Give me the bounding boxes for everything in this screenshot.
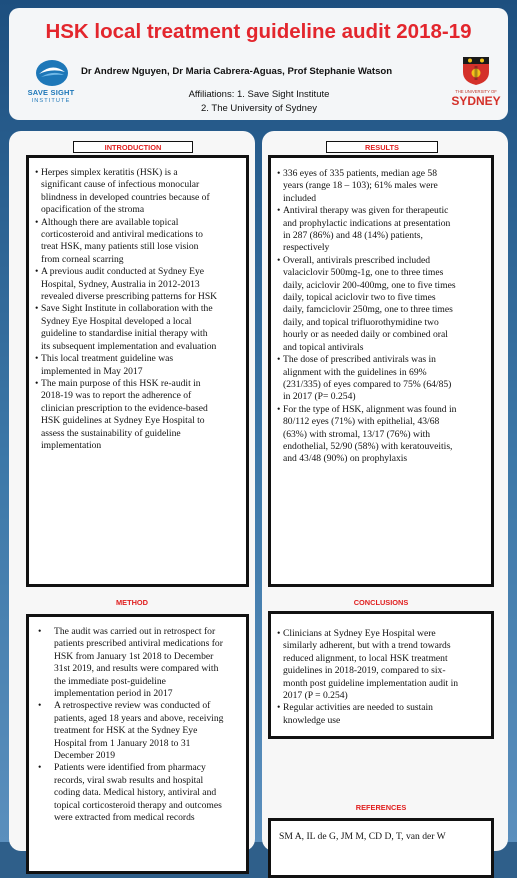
bullet-line: clinician prescription to the evidence-based [41, 402, 208, 414]
bullet-line: similarly adherent, but with a trend towards [283, 640, 451, 652]
results-bullet [277, 404, 491, 466]
references-box [268, 818, 494, 878]
bullet-line: the immediate post-guideline [54, 675, 166, 687]
bullet-line: included [283, 192, 317, 204]
bullet-line: treatment for HSK at the Sydney Eye [54, 725, 198, 737]
bullet-line: years (range 18 – 103); 61% males were [283, 180, 438, 192]
bullet-line: were extracted from medical records [54, 812, 195, 824]
affiliation-line-2: 2. The University of Sydney [201, 103, 317, 114]
bullet-line: daily, aciclovir 200-400mg, one to five times [283, 279, 456, 291]
bullet-line: patients, aged 18 years and above, receiving [54, 712, 224, 724]
bullet-line: and topical antivirals [283, 341, 364, 353]
bullet-line: The dose of prescribed antivirals was in [283, 354, 436, 366]
reference-text: SM A, IL de G, JM M, CD D, T, van der W [279, 831, 446, 842]
introduction-bullet [35, 303, 246, 353]
bullet-line: opacification of the stroma [41, 204, 145, 216]
bullet-line: implementation period in 2017 [54, 688, 173, 700]
bullet-line: daily, and topical trifluorothymidine two [283, 316, 439, 328]
results-list [277, 168, 491, 466]
introduction-bullet [35, 217, 246, 267]
poster-title: HSK local treatment guideline audit 2018-19 [45, 20, 472, 43]
bullet-line: daily, topical aciclovir two to five times [283, 292, 436, 304]
bullet-line: 80/112 eyes (71%) with epithelial, 43/68 [283, 416, 440, 428]
results-bullet [277, 255, 491, 354]
eye-icon [35, 58, 69, 88]
bullet-line: month post guideline implementation audit in [283, 677, 459, 689]
introduction-list [35, 167, 246, 452]
introduction-bullet [35, 266, 246, 303]
save-sight-institute-logo [21, 58, 81, 114]
bullet-line: in 287 (86%) and 48 (14%) patients, [283, 230, 423, 242]
bullet-line: Hospital, Sydney, Australia in 2012-2013 [41, 278, 200, 290]
bullet-line: knowledge use [283, 714, 341, 726]
introduction-bullet [35, 353, 246, 378]
conclusions-box [268, 611, 494, 739]
affiliation-line-1: Affiliations: 1. Save Sight Institute [188, 89, 330, 100]
bullet-line: guideline to standardise initial therapy with [41, 328, 208, 340]
bullet-line: and prophylactic indications at presentation [283, 217, 451, 229]
method-list [38, 626, 246, 825]
right-column [262, 131, 508, 851]
results-bullet [277, 168, 491, 205]
method-heading: METHOD [115, 598, 149, 607]
logo-right-name: SYDNEY [451, 94, 501, 108]
introduction-bullet [35, 378, 246, 452]
method-bullet [38, 762, 246, 824]
bullet-line: guidelines in 2018-2019, compared to six- [283, 665, 446, 677]
bullet-line: implementation [41, 439, 102, 451]
bullet-line: December 2019 [54, 750, 116, 762]
bullet-line: blindness in developed countries because of [41, 191, 210, 203]
introduction-bullet [35, 167, 246, 217]
bullet-line: records, viral swab results and hospital [54, 774, 204, 786]
bullet-line: revealed diverse prescribing patterns for HSK [41, 291, 218, 303]
logo-right-small: THE UNIVERSITY OF [455, 89, 497, 94]
bullet-line: A previous audit conducted at Sydney Eye [41, 266, 205, 278]
results-heading: RESULTS [326, 141, 438, 153]
bullet-line: implemented in May 2017 [41, 365, 143, 377]
results-bullet [277, 205, 491, 255]
bullet-line: and 43/48 (90%) on prophylaxis [283, 453, 408, 465]
bullet-line: coding data. Medical history, antiviral and [54, 787, 217, 799]
bullet-line: 31st 2019, and results were compared with [54, 663, 219, 675]
bullet-line: hourly or as needed daily or combined oral [283, 329, 448, 341]
bullet-line: Although there are available topical [41, 216, 179, 228]
bullet-line: Save Sight Institute in collaboration with the [41, 303, 213, 315]
bullet-line: Regular activities are needed to sustain [283, 702, 433, 714]
bullet-line: significant cause of infectious monocular [41, 179, 200, 191]
bullet-line: This local treatment guideline was [41, 353, 174, 365]
bullet-line: Patients were identified from pharmacy [54, 762, 206, 774]
university-of-sydney-logo [450, 56, 502, 116]
bullet-line: respectively [283, 242, 330, 254]
bullet-line: its subsequent implementation and evaluation [41, 340, 217, 352]
bullet-line: Sydney Eye Hospital developed a local [41, 315, 192, 327]
bullet-line: patients prescribed antiviral medications for [54, 638, 223, 650]
bullet-line: HSK from January 1st 2018 to December [54, 650, 214, 662]
bullet-line: The main purpose of this HSK re-audit in [41, 377, 201, 389]
introduction-heading: INTRODUCTION [73, 141, 193, 153]
author-list: Dr Andrew Nguyen, Dr Maria Cabrera-Aguas, Prof Stephanie Watson [81, 66, 393, 77]
method-bullet [38, 626, 246, 700]
bullet-line: in 2017 (P= 0.254) [283, 391, 356, 403]
bullet-line: (231/335) of eyes compared to 75% (64/85) [283, 378, 452, 390]
bullet-line: daily, famciclovir 250mg, one to three times [283, 304, 453, 316]
method-box [26, 614, 249, 874]
results-box [268, 155, 494, 587]
bullet-line: HSK guidelines at Sydney Eye Hospital to [41, 415, 205, 427]
bullet-line: Herpes simplex keratitis (HSK) is a [41, 167, 178, 178]
bullet-line: Antiviral therapy was given for therapeutic [283, 205, 449, 217]
bullet-line: reduced alignment, to local HSK treatment [283, 652, 448, 664]
poster-header [9, 8, 508, 120]
bullet-line: Hospital from 1 January 2018 to 31 [54, 737, 191, 749]
bullet-line: valaciclovir 500mg-1g, one to three times [283, 267, 444, 279]
bullet-line: from corneal scarring [41, 253, 124, 265]
bullet-line: topical corticosteroid therapy and outcomes [54, 799, 222, 811]
left-column [9, 131, 255, 851]
bullet-line: The audit was carried out in retrospect for [54, 626, 216, 637]
bullet-line: corticosteroid and antiviral medications to [41, 229, 203, 241]
conclusions-bullet [277, 628, 491, 702]
references-heading: REFERENCES [355, 803, 407, 812]
conclusions-list [277, 628, 491, 727]
bullet-line: A retrospective review was conducted of [54, 700, 211, 712]
logo-left-sub: INSTITUTE [31, 98, 71, 104]
introduction-box [26, 155, 249, 587]
results-bullet [277, 354, 491, 404]
crest-icon [462, 56, 490, 86]
bullet-line: 2017 (P = 0.254) [283, 690, 348, 702]
conclusions-heading: CONCLUSIONS [353, 598, 409, 607]
bullet-line: (63%) with stromal, 13/17 (76%) with [283, 428, 431, 440]
bullet-line: 2018-19 was to report the adherence of [41, 390, 192, 402]
bullet-line: Overall, antivirals prescribed included [283, 254, 431, 266]
bullet-line: assess the sustainability of guideline [41, 427, 181, 439]
bullet-line: For the type of HSK, alignment was found in [283, 403, 457, 415]
bullet-line: endothelial, 52/90 (58%) with keratouveitis, [283, 440, 453, 452]
method-bullet [38, 700, 246, 762]
logo-left-name: SAVE SIGHT [27, 88, 75, 97]
bullet-line: treat HSK, many patients still lose vision [41, 241, 199, 253]
bullet-line: Clinicians at Sydney Eye Hospital were [283, 628, 436, 639]
bullet-line: 336 eyes of 335 patients, median age 58 [283, 168, 437, 179]
conclusions-bullet [277, 702, 491, 727]
bullet-line: alignment with the guidelines in 69% [283, 366, 427, 378]
